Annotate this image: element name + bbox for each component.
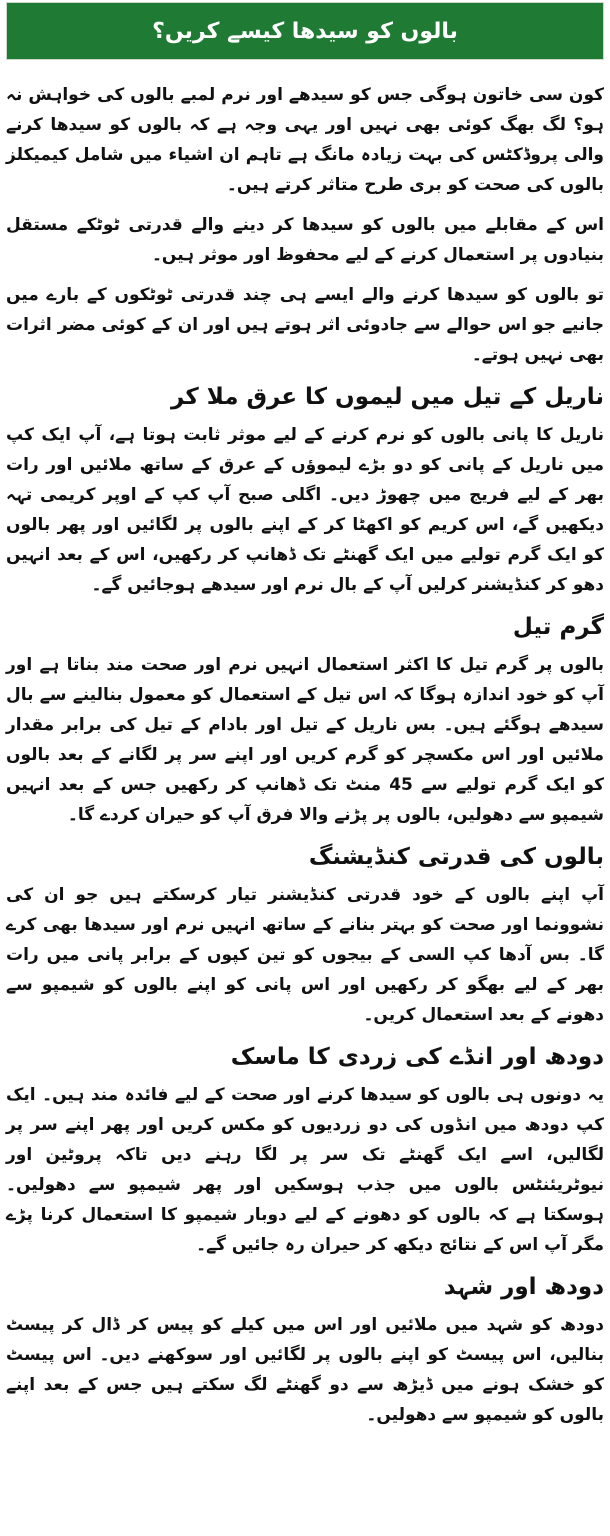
section-heading-milk-honey: دودھ اور شہد xyxy=(443,1274,604,1300)
section-heading-coconut-lemon: ناریل کے تیل میں لیموں کا عرق ملا کر xyxy=(171,384,604,410)
section-text-coconut-lemon: ناریل کا پانی بالوں کو نرم کرنے کے لیے موثر ثابت ہوتا ہے، آپ ایک کپ میں ناریل کے پانی کو دو بڑے لیموؤں کے عرق کے ساتھ ملائیں اور رات بھر کے لیے فریج میں چھوڑ دیں۔ اگلی صبح آپ کپ کے اوپر کریمی تہہ دیکھیں گے، اس کریم کو اکھٹا کر کے اپنے بالوں پر لگائیں اور پھر بالوں کو ایک گرم تولیے میں ایک گھنٹے تک ڈھانپ کر رکھیں، اس کے بعد انہیں دھو کر کنڈیشنر کرلیں آپ کے بال نرم اور سیدھے ہوجائیں گے۔ xyxy=(6,425,604,595)
section-text-natural-conditioning: آپ اپنے بالوں کے خود قدرتی کنڈیشنر تیار کرسکتے ہیں جو ان کی نشوونما اور صحت کو بہتر بنانے کے ساتھ انہیں نرم اور سیدھا بھی کرے گا۔ بس آدھا کپ السی کے بیجوں کو تین کپوں کے برابر پانی میں رات بھر کے لیے بھگو کر رکھیں اور اس پانی کو اپنے بالوں کو شیمپو سے دھونے کے بعد استعمال کریں۔ xyxy=(6,885,604,1025)
intro-paragraph-2: اس کے مقابلے میں بالوں کو سیدھا کر دینے والے قدرتی ٹوٹکے مستقل بنیادوں پر استعمال کرنے کے لیے محفوظ اور موثر ہیں۔ xyxy=(6,215,604,265)
intro-paragraph-3: تو بالوں کو سیدھا کرنے والے ایسے ہی چند قدرتی ٹوٹکوں کے بارے میں جانیے جو اس حوالے سے جادوئی اثر ہوتے ہیں اور ان کے کوئی مضر اثرات بھی نہیں ہوتے۔ xyxy=(6,285,604,365)
section-text-milk-honey: دودھ کو شہد میں ملائیں اور اس میں کیلے کو پیس کر ڈال کر پیسٹ بنالیں، اس پیسٹ کو اپنے بالوں پر لگائیں اور سوکھنے دیں۔ اس پیسٹ کو خشک ہونے میں ڈیڑھ سے دو گھنٹے لگ سکتے ہیں جس کے بعد اپنے بالوں کو شیمپو سے دھولیں۔ xyxy=(6,1315,604,1425)
title-banner-inner xyxy=(6,2,604,60)
section-heading-hot-oil: گرم تیل xyxy=(512,614,604,640)
section-heading-natural-conditioning: بالوں کی قدرتی کنڈیشنگ xyxy=(308,844,604,870)
section-text-hot-oil: بالوں پر گرم تیل کا اکثر استعمال انہیں نرم اور صحت مند بناتا ہے اور آپ کو خود اندازہ ہوگا کہ اس تیل کے استعمال کو معمول بنالینے سے بال سیدھے ہوگئے ہیں۔ بس ناریل کے تیل اور بادام کے تیل کی برابر مقدار ملائیں اور اس مکسچر کو گرم کریں اور اپنے سر پر لگانے کے بعد بالوں کو ایک گرم تولیے سے 45 منٹ تک ڈھانپ کر رکھیں جس کے بعد انہیں شیمپو سے دھولیں، بالوں پر پڑنے والا فرق آپ کو حیران کردے گا۔ xyxy=(6,655,604,825)
section-text-milk-egg-mask: یہ دونوں ہی بالوں کو سیدھا کرنے اور صحت کے لیے فائدہ مند ہیں۔ ایک کپ دودھ میں انڈوں کی دو زردیوں کو مکس کریں اور پھر اپنے سر پر لگالیں، اسے ایک گھنٹے تک سر پر لگا رہنے دیں تاکہ پروٹین اور نیوٹریئنٹس بالوں میں جذب ہوسکیں اور پھر شیمپو سے دھولیں۔ ہوسکتا ہے کہ بالوں کو دھونے کے لیے دوبار شیمپو کا استعمال کرنا پڑے مگر آپ اس کے نتائج دیکھ کر حیران رہ جائیں گے۔ xyxy=(6,1085,604,1255)
section-heading-milk-egg-mask: دودھ اور انڈے کی زردی کا ماسک xyxy=(230,1044,604,1070)
intro-paragraph-1: کون سی خاتون ہوگی جس کو سیدھے اور نرم لمبے بالوں کی خواہش نہ ہو؟ لگ بھگ کوئی بھی نہیں اور یہی وجہ ہے کہ بالوں کو سیدھا کرنے والی پروڈکٹس کی بہت زیادہ مانگ ہے تاہم ان اشیاء میں شامل کیمیکلز بالوں کی صحت کو بری طرح متاثر کرتے ہیں۔ xyxy=(6,85,604,195)
title-banner xyxy=(0,0,610,62)
article-title: بالوں کو سیدھا کیسے کریں؟ xyxy=(152,18,458,44)
